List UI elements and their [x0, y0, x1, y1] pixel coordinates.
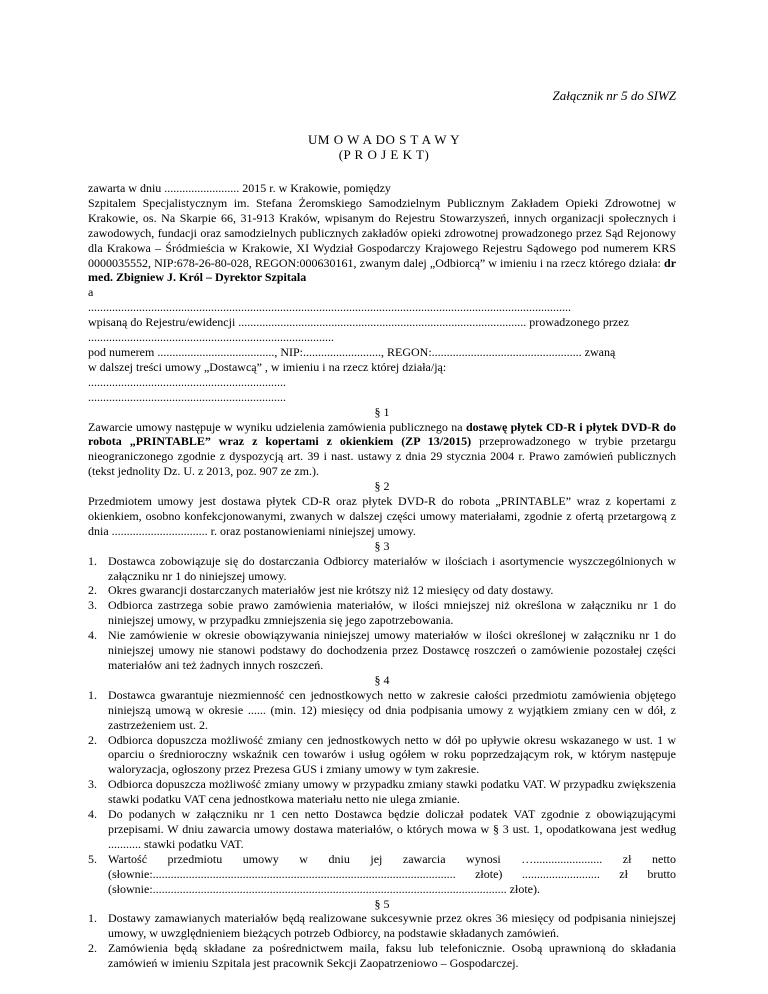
intro-rep-dots-1: .................................................................. [88, 374, 286, 389]
item-text: Do podanych w załączniku nr 1 cen netto Dostawca będzie doliczał podatek VAT zgodnie z obowiązującymi przepisami. W dniu zawarcia umowy dostawa materiałów, o których mowa w § 3 ust. 1, opodatkowana jest według ........... stawki podatku VAT. [108, 807, 676, 851]
section-4-item [88, 688, 676, 733]
item-number: 3. [88, 598, 97, 613]
section-1-pre: Zawarcie umowy następuje w wyniku udzielenia zamówienia publicznego na [88, 419, 463, 434]
section-3-heading: § 3 [374, 538, 390, 553]
item-number: 4. [88, 807, 97, 822]
item-text: Nie zamówienie w okresie obowiązywania niniejszej umowy materiałów w ilości określonej w załączniku nr 1 do niniejszej umowy nie stanowi podstawy do dochodzenia przez Dostawcę roszczeń o zamówienie pozostałej części materiałów ani też żadnych innych roszczeń. [108, 628, 676, 672]
contract-subtitle: (P R O J E K T) [338, 147, 430, 162]
section-3-list [88, 554, 676, 673]
section-2-heading: § 2 [374, 479, 390, 494]
section-3-item [88, 628, 676, 673]
section-4-item [88, 777, 676, 807]
item-text: Okres gwarancji dostarczanych materiałów jest nie krótszy niż 12 miesięcy od daty dostawy. [108, 583, 554, 598]
section-4-item [88, 733, 676, 778]
intro-register-dots: .................................................................................. [88, 330, 334, 345]
section-3-item [88, 583, 676, 598]
intro-director: dr med. Zbigniew J. Król – Dyrektor Szpitala [88, 255, 677, 285]
intro-numbers-line: pod numerem ......................................., NIP:.........................., REGON:.................................................. zwaną [88, 344, 616, 359]
section-5-list [88, 911, 676, 971]
intro-supplier-dots: ................................................................................................................................................................. [88, 300, 571, 315]
section-5-item [88, 911, 676, 941]
intro-date-line: zawarta w dniu ......................... 2015 r. w Krakowie, pomiędzy [88, 181, 391, 195]
document-body [88, 181, 676, 971]
section-4-list [88, 688, 676, 897]
section-4-item [88, 807, 676, 852]
section-5-item [88, 941, 676, 971]
item-text: Dostawy zamawianych materiałów będą realizowane sukcesywnie przez okres 36 miesięcy od podpisania niniejszej umowy, w uwzględnieniem bieżących potrzeb Odbiorcy, na podstawie składanych zamówień. [108, 911, 676, 941]
item-number: 1. [88, 911, 97, 926]
annex-label: Załącznik nr 5 do SIWZ [552, 88, 676, 103]
intro-hospital-text: Szpitalem Specjalistycznym im. Stefana Żeromskiego Samodzielnym Publicznym Zakładem Opieki Zdrowotnej w Krakowie, os. Na Skarpie 66, 31-913 Kraków, wpisanym do Rejestru Stowarzyszeń, innych organizacji społecznych i zawodowych, fundacji oraz samodzielnych publicznych zakładów opieki zdrowotnej prowadzonego przez Sąd Rejonowy dla Krakowa – Śródmieścia w Krakowie, XI Wydział Gospodarczy Krajowego Rejestru Sądowego pod numerem KRS 0000035552, NIP:678-26-80-028, REGON:000630161, zwanym dalej „Odbiorcą” w imieniu i na rzecz którego działa: [88, 195, 676, 270]
item-number: 4. [88, 628, 97, 643]
item-number: 2. [88, 732, 97, 747]
section-3-item [88, 554, 676, 584]
item-number: 2. [88, 941, 97, 956]
item-number: 3. [88, 777, 97, 792]
intro-supplier-named: w dalszej treści umowy „Dostawcą” , w imieniu i na rzecz której działa/ją: [88, 359, 447, 374]
item-text: Zamówienia będą składane za pośrednictwem maila, faksu lub telefonicznie. Osobą uprawnioną do składania zamówień w imieniu Szpitala jest pracownik Sekcji Zaopatrzeniowo – Gospodarczej. [108, 941, 676, 971]
contract-title: UM O W A DO S T A W Y [308, 132, 460, 147]
item-text: Wartość przedmiotu umowy w dniu jej zawarcia wynosi …....................... zł netto (słownie:..................................................................................................... złote) .......................... zł brutto (słownie:...................................................................................................................... złote). [108, 851, 676, 896]
intro-hospital-paragraph [88, 196, 676, 285]
intro-register-line: wpisaną do Rejestru/ewidencji ................................................................................................ prowadzonego przez [88, 315, 629, 330]
section-1-subject: dostawę płytek CD-R i płytek DVD-R do robota „PRINTABLE” wraz z kopertami z okienkiem (ZP 13/2015) [88, 419, 676, 449]
item-number: 5. [88, 851, 97, 866]
item-text: Dostawca zobowiązuje się do dostarczania Odbiorcy materiałów w ilościach i asortymencie wyszczególnionych w załączniku nr 1 do niniejszej umowy. [108, 553, 676, 583]
item-number: 1. [88, 687, 97, 702]
intro-rep-dots-2: .................................................................. [88, 389, 286, 404]
item-text: Odbiorca dopuszcza możliwość zmiany umowy w przypadku zmiany stawki podatku VAT. W przypadku zwiększenia stawki podatku VAT cena jednostkowa materiału netto nie ulega zmianie. [108, 777, 676, 807]
item-number: 1. [88, 553, 97, 568]
section-3-item [88, 598, 676, 628]
item-text: Dostawca gwarantuje niezmienność cen jednostkowych netto w zakresie całości przedmiotu zamówienia objętego niniejszą umową w okresie ...... (min. 12) miesięcy od dnia podpisania umowy z wyjątkiem zmiany cen w dół, z zastrzeżeniem ust. 2. [108, 687, 676, 732]
item-text: Odbiorca dopuszcza możliwość zmiany cen jednostkowych netto w dół po upływie okresu wskazanego w ust. 1 w oparciu o średnioroczny wskaźnik cen towarów i usług ogółem w roku poprzedzającym rok, w którym następuje waloryzacja, ogłoszony przez Prezesa GUS i zmiany umowy w tym zakresie. [108, 732, 676, 777]
section-1-text [88, 420, 676, 480]
item-text: Odbiorca zastrzega sobie prawo zamówienia materiałów, w ilości mniejszej niż określona w załączniku nr 1 do niniejszej umowy, w przypadku zmniejszenia się jego zapotrzebowania. [108, 598, 676, 628]
section-1-post: przeprowadzonego w trybie przetargu nieograniczonego zgodnie z dyspozycją art. 39 i nast. ustawy z dnia 29 stycznia 2004 r. Prawo zamówień publicznych (tekst jednolity Dz. U. z 2013, poz. 907 ze zm.). [88, 434, 676, 479]
item-number: 2. [88, 583, 97, 598]
section-2-text: Przedmiotem umowy jest dostawa płytek CD-R oraz płytek DVD-R do robota „PRINTABLE” wraz z kopertami z okienkiem, osobno konfekcjonowanymi, zwanych w dalszej części umowy materiałami, zgodnie z ofertą przetargową z dnia ................................ r. oraz postanowieniami niniejszej umowy. [88, 494, 676, 538]
section-5-heading: § 5 [374, 896, 390, 911]
section-4-item [88, 852, 676, 897]
section-1-heading: § 1 [374, 404, 390, 419]
intro-and: a [88, 285, 94, 300]
section-4-heading: § 4 [374, 672, 390, 687]
